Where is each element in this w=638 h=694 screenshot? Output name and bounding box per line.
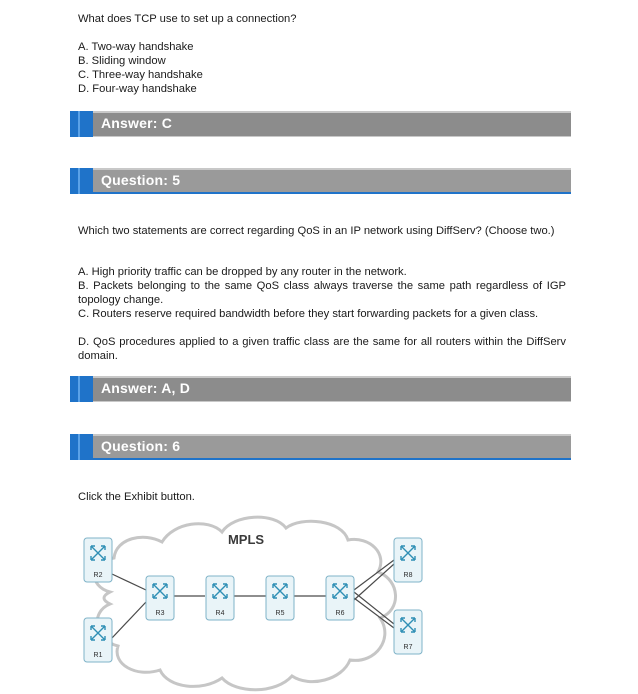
router-r4-label: R4 <box>215 610 225 617</box>
q6-header-bar <box>70 434 571 460</box>
router-r1 <box>84 618 112 662</box>
router-r5 <box>266 576 294 620</box>
q5-question-text: Which two statements are correct regarding QoS in an IP network using DiffServ? (Choose two.) <box>78 225 555 237</box>
router-r3-label: R3 <box>155 610 165 617</box>
q5-header-label: Question: 5 <box>101 172 181 188</box>
q5-answer-label: Answer: A, D <box>101 380 191 396</box>
q4-option-a: A. Two-way handshake <box>78 41 194 53</box>
q4-option-d: D. Four-way handshake <box>78 83 197 95</box>
router-r8-label: R8 <box>403 572 413 579</box>
router-r7 <box>394 610 422 654</box>
q4-question-text: What does TCP use to set up a connection? <box>78 13 297 25</box>
router-r6-label: R6 <box>335 610 345 617</box>
q5-option-b: B. Packets belonging to the same QoS class always traverse the same path regardless of IGP topology change. <box>78 280 566 306</box>
router-r6 <box>326 576 354 620</box>
mpls-label: MPLS <box>227 532 265 547</box>
router-r2-label: R2 <box>93 572 103 579</box>
q4-answer-label: Answer: C <box>101 115 173 131</box>
router-r2 <box>84 538 112 582</box>
q5-header-bar <box>70 168 571 194</box>
router-r5-label: R5 <box>275 610 285 617</box>
q5-option-d: D. QoS procedures applied to a given traffic class are the same for all routers within the DiffServ domain. <box>78 336 566 362</box>
router-r3 <box>146 576 174 620</box>
q6-header-label: Question: 6 <box>101 438 181 454</box>
q5-answer-bar <box>70 376 571 402</box>
router-r7-label: R7 <box>403 644 413 651</box>
q5-option-a: A. High priority traffic can be dropped by any router in the network. <box>78 266 407 278</box>
router-r1-label: R1 <box>93 652 103 659</box>
q4-answer-bar <box>70 111 571 137</box>
q4-option-c: C. Three-way handshake <box>78 69 203 81</box>
mpls-exhibit-diagram <box>70 500 440 694</box>
q4-option-b: B. Sliding window <box>78 55 166 67</box>
q5-option-c: C. Routers reserve required bandwidth before they start forwarding packets for a given class. <box>78 308 539 320</box>
q6-instruction: Click the Exhibit button. <box>78 491 195 503</box>
router-r4 <box>206 576 234 620</box>
router-r8 <box>394 538 422 582</box>
